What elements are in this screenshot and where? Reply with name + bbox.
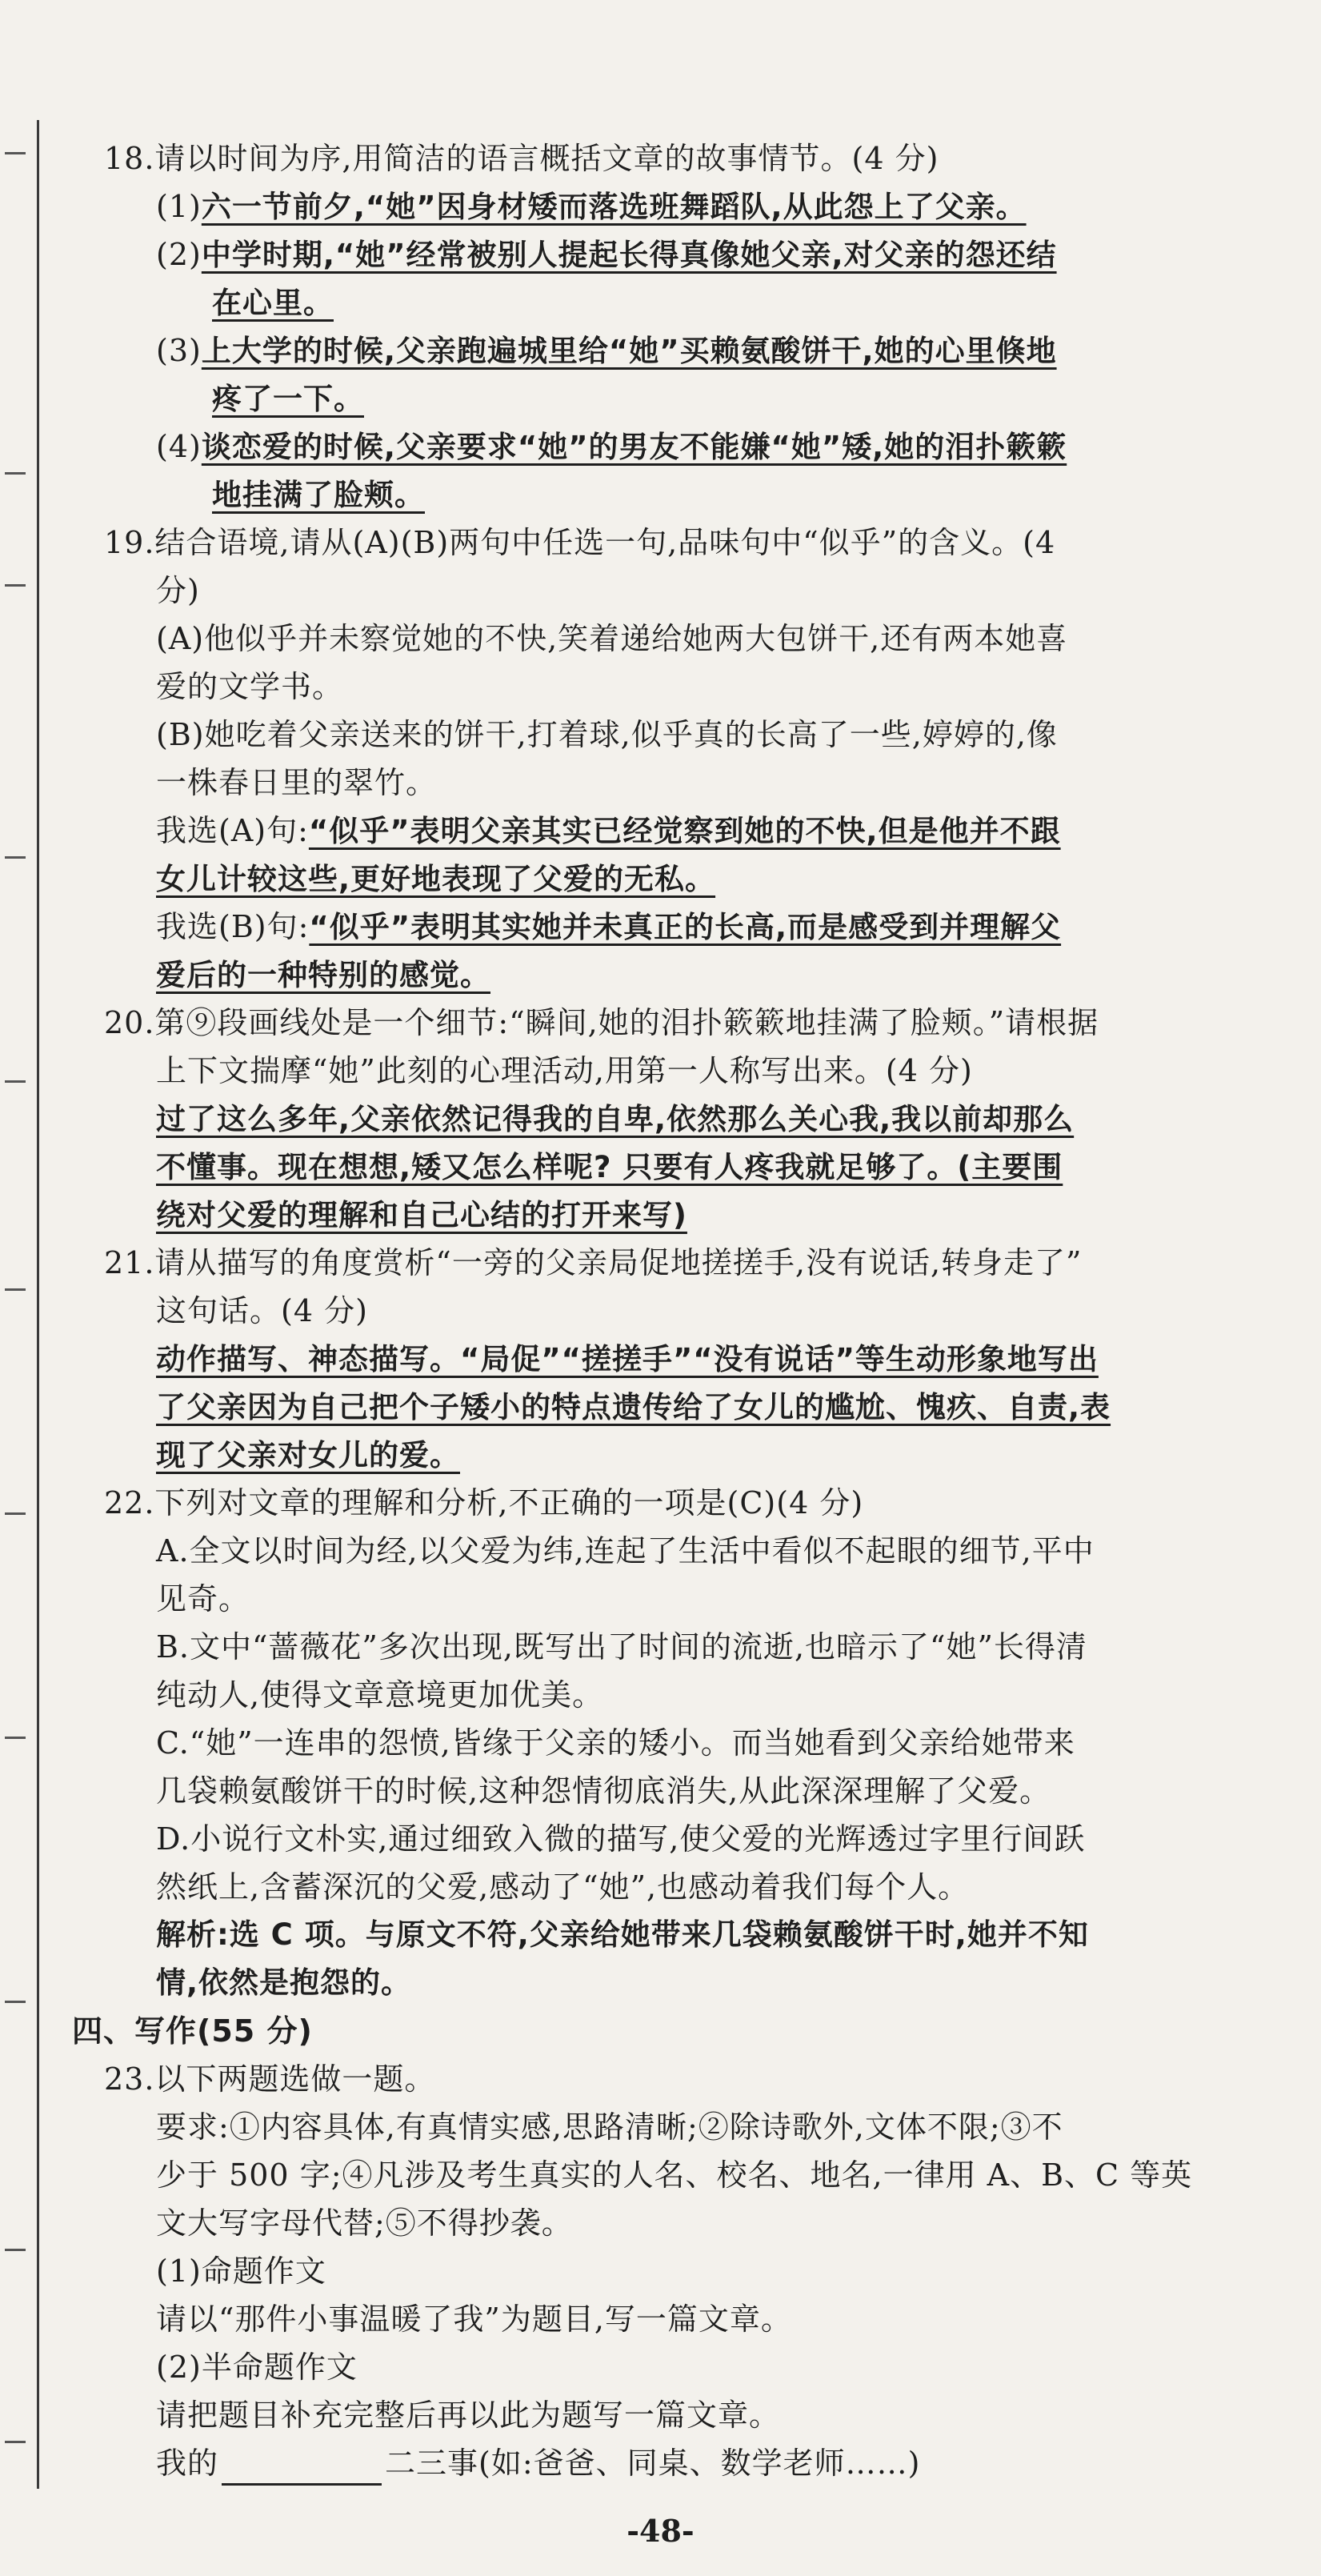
- q19-option-b-cont: 一株春日里的翠竹。: [156, 765, 438, 800]
- q19-answer-b: 我选(B)句:“似乎”表明其实她并未真正的长高,而是感受到并理解父: [156, 909, 1062, 944]
- q20-answer-cont: 不懂事。现在想想,矮又怎么样呢? 只要有人疼我就足够了。(主要围: [156, 1150, 1063, 1184]
- q21-answer-cont2: 现了父亲对女儿的爱。: [156, 1438, 460, 1472]
- q19-answer-b-cont: 爱后的一种特别的感觉。: [156, 958, 490, 992]
- page-number: -48-: [626, 2513, 695, 2549]
- q19-stem: 19.结合语境,请从(A)(B)两句中任选一句,品味句中“似乎”的含义。(4: [104, 525, 1056, 560]
- q23-requirements-cont: 少于 500 字;④凡涉及考生真实的人名、校名、地名,一律用 A、B、C 等英: [156, 2157, 1193, 2193]
- q19-answer-a: 我选(A)句:“似乎”表明父亲其实已经觉察到她的不快,但是他并不跟: [156, 813, 1061, 848]
- q18-stem: 18.请以时间为序,用简洁的语言概括文章的故事情节。(4 分): [104, 141, 939, 176]
- prompt-2-title: (2)半命题作文: [156, 2350, 358, 2385]
- q22-option-b: B.文中“蔷薇花”多次出现,既写出了时间的流逝,也暗示了“她”长得清: [156, 1629, 1087, 1665]
- q19-option-a: (A)他似乎并未察觉她的不快,笑着递给她两大包饼干,还有两本她喜: [156, 621, 1068, 656]
- q18-answer-1: (1)六一节前夕,“她”因身材矮而落选班舞蹈队,从此怨上了父亲。: [156, 189, 1027, 224]
- q22-option-c: C.“她”一连串的怨愤,皆缘于父亲的矮小。而当她看到父亲给她带来: [156, 1725, 1075, 1761]
- q21-answer-cont: 了父亲因为自己把个子矮小的特点遗传给了女儿的尴尬、愧疚、自责,表: [156, 1390, 1111, 1424]
- q22-stem: 22.下列对文章的理解和分析,不正确的一项是(C)(4 分): [104, 1485, 864, 1520]
- q19-option-a-cont: 爱的文学书。: [156, 669, 344, 704]
- q21-stem: 21.请从描写的角度赏析“一旁的父亲局促地搓搓手,没有说话,转身走了”: [104, 1245, 1083, 1280]
- q22-explanation: 解析:选 C 项。与原文不符,父亲给她带来几袋赖氨酸饼干时,她并不知: [156, 1917, 1089, 1952]
- q21-stem-cont: 这句话。(4 分): [156, 1293, 368, 1328]
- q22-option-a-cont: 见奇。: [156, 1581, 250, 1617]
- q19-option-b: (B)她吃着父亲送来的饼干,打着球,似乎真的长高了一些,婷婷的,像: [156, 717, 1058, 752]
- prompt-1-title: (1)命题作文: [156, 2253, 326, 2289]
- q19-stem-cont: 分): [156, 573, 200, 608]
- q18-answer-4-cont: 地挂满了脸颊。: [212, 478, 425, 512]
- q18-answer-3: (3)上大学的时候,父亲跑遍城里给“她”买赖氨酸饼干,她的心里倏地: [156, 333, 1057, 368]
- margin-binding-line: [37, 120, 39, 2489]
- q18-answer-2-cont: 在心里。: [212, 286, 334, 320]
- q23-stem: 23.以下两题选做一题。: [104, 2061, 436, 2097]
- margin-marks: [0, 136, 35, 2457]
- q23-requirements: 要求:①内容具体,有真情实感,思路清晰;②除诗歌外,文体不限;③不: [156, 2109, 1063, 2145]
- prompt-1-text: 请以“那件小事温暖了我”为题目,写一篇文章。: [156, 2302, 792, 2337]
- q18-answer-2: (2)中学时期,“她”经常被别人提起长得真像她父亲,对父亲的怨还结: [156, 237, 1057, 272]
- q22-option-a: A.全文以时间为经,以父爱为纬,连起了生活中看似不起眼的细节,平中: [156, 1533, 1095, 1568]
- q18-answer-3-cont: 疼了一下。: [212, 382, 364, 416]
- q19-answer-a-cont: 女儿计较这些,更好地表现了父爱的无私。: [156, 862, 716, 896]
- section-writing-title: 四、写作(55 分): [72, 2013, 313, 2049]
- prompt-2-text: 请把题目补充完整后再以此为题写一篇文章。: [156, 2398, 781, 2433]
- q23-requirements-cont2: 文大写字母代替;⑤不得抄袭。: [156, 2205, 573, 2241]
- title-blank: [222, 2451, 382, 2486]
- q22-option-c-cont: 几袋赖氨酸饼干的时候,这种怨情彻底消失,从此深深理解了父爱。: [156, 1773, 1051, 1809]
- q18-answer-4: (4)谈恋爱的时候,父亲要求“她”的男友不能嫌“她”矮,她的泪扑簌簌: [156, 429, 1067, 464]
- q22-option-b-cont: 纯动人,使得文章意境更加优美。: [156, 1677, 604, 1713]
- q20-stem-cont: 上下文揣摩“她”此刻的心理活动,用第一人称写出来。(4 分): [156, 1053, 973, 1088]
- q22-explanation-cont: 情,依然是抱怨的。: [156, 1965, 412, 2000]
- q22-option-d-cont: 然纸上,含蓄深沉的父爱,感动了“她”,也感动着我们每个人。: [156, 1869, 970, 1905]
- q20-answer: 过了这么多年,父亲依然记得我的自卑,依然那么关心我,我以前却那么: [156, 1102, 1075, 1136]
- q20-answer-cont2: 绕对父爱的理解和自己心结的打开来写): [156, 1198, 687, 1232]
- q22-option-d: D.小说行文朴实,通过细致入微的描写,使父爱的光辉透过字里行间跃: [156, 1821, 1086, 1857]
- prompt-2-title-line: 我的 二三事(如:爸爸、同桌、数学老师……): [156, 2441, 920, 2486]
- q20-stem: 20.第⑨段画线处是一个细节:“瞬间,她的泪扑簌簌地挂满了脸颊。”请根据: [104, 1005, 1099, 1040]
- q21-answer: 动作描写、神态描写。“局促”“搓搓手”“没有说话”等生动形象地写出: [156, 1342, 1099, 1376]
